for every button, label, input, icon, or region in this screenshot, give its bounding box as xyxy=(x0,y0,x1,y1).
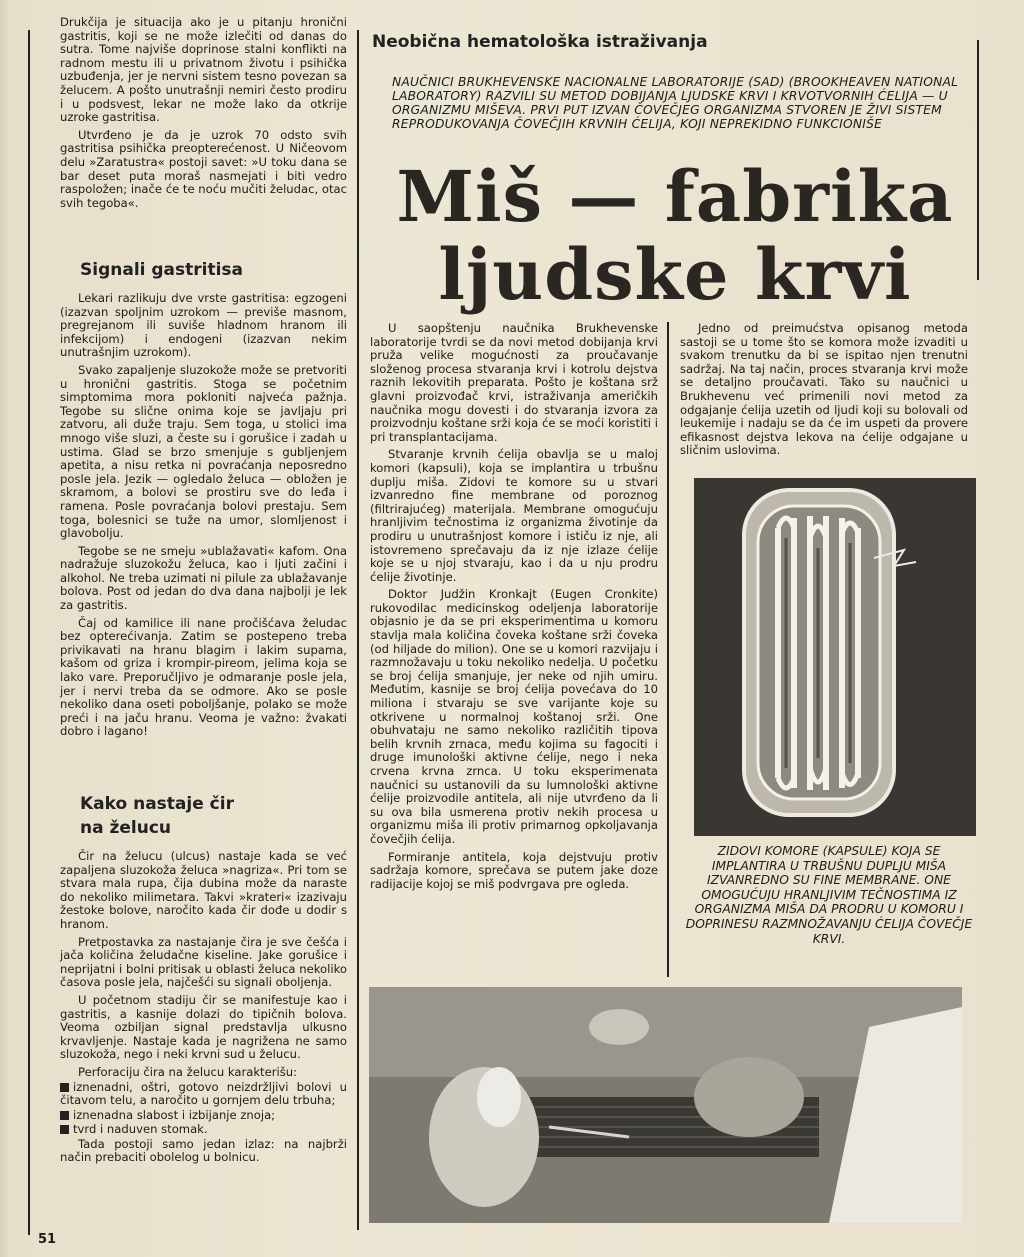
photo-caption: ZIDOVI KOMORE (KAPSULE) KOJA SE IMPLANTIRA U TRBUŠNU DUPLJU MIŠA IZVANREDNO SU FINE MEMBRANE. ONE OMOGUĆUJU HRANLJIVIM TEČNOSTIMA IZ ORGANIZMA MIŠA DA PRODRU U KOMORU I DOPRINESU RAZMNOŽAVANJU ĆELIJA ČOVEČJE KRVI. xyxy=(685,844,973,946)
article-paragraph: U saopštenju naučnika Brukhevenske laboratorije tvrdi se da novi metod dobijanja krvi pruža velike mogućnosti za proučavanje složenog procesa stvaranja krvi i kotrolu dejstva raznih lekovitih preparata. Pošto je koštana srž glavni proizvođač krvi, istraživanja američkih naučnika mogu dovesti i do stvaranja izvora za proizvodnju koštane srži koja će se moći koristiti i pri transplantacijama. xyxy=(370,321,658,444)
bullet-text: iznenadna slabost i izbijanje znoja; xyxy=(73,1107,276,1122)
left-section1-text xyxy=(60,292,347,739)
section2-paragraph: Perforaciju čira na želucu karakterišu: xyxy=(78,1064,298,1079)
left-section2-text xyxy=(60,850,347,1165)
section-title-line: Kako nastaje čir xyxy=(80,794,234,814)
article-middle-text xyxy=(370,322,658,891)
section-title-signali: Signali gastritisa xyxy=(80,260,244,280)
closing-paragraph: Tada postoji samo jedan izlaz: na najbrži način prebaciti obolelog u bolnicu. xyxy=(60,1136,347,1165)
intro-paragraph: Utvrđeno je da je uzrok 70 odsto svih gastritisa psihička preopterećenost. U Ničeovom delu »Zaratustra« postoji savet: »U toku dana se bar deset puta moraš nasmejati i biti vedro raspoložen; inače će te noću mučiti želudac, otac svih tegoba«. xyxy=(60,127,347,210)
article-kicker: Neobična hematološka istraživanja xyxy=(372,32,708,52)
headline-line: ljudske krvi xyxy=(438,233,912,316)
bullet-item xyxy=(60,1123,347,1137)
capsule-photo xyxy=(694,478,976,836)
page-number: 51 xyxy=(38,1232,57,1247)
left-margin-rule xyxy=(28,30,30,1235)
article-paragraph: Stvaranje krvnih ćelija obavlja se u maloj komori (kapsuli), koja se implantira u trbušnu duplju miša. Zidovi te komore su u stvari izvanredno fine membrane od poroznog (filtrirajućeg) materijala. Membrane omogućuju hranljivim tečnostima iz organizma životinje da prodiru u unutrašnjost komore i ističu iz nje, ali istovremeno sprečavaju da iz nje izlaze ćelije koje se u njoj stvaraju, kao i da u nju prodru ćelije životinje. xyxy=(370,447,658,584)
bullet-item xyxy=(60,1081,347,1108)
column-divider-rule xyxy=(357,30,359,1230)
article-middle-rule xyxy=(667,322,669,977)
article-paragraph: Jedno od preimućstva opisanog metoda sastoji se u tome što se komora može izvaditi u svakom trenutku da bi se ispitao njen trenutni sadržaj. Na taj način, proces stvaranja krvi može se detaljno proučavati. Tako su naučnici u Brukhevenu već primenili novi metod za odgajanje ćelija uzetih od ljudi koji su bolovali od leukemije i nadaju se da će im uspeti da provere efikasnost dejstva lekova na ćelije odgajane u sličnim uslovima. xyxy=(680,321,968,458)
section1-paragraph: Svako zapaljenje sluzokože može se pretvoriti u hronični gastritis. Stoga se početnim simptomima mora pokloniti najveća pažnja. Tegobe su slične onima koje se javljaju pri zatvoru, ali duže traju. Sem toga, u stolici ima mnogo više sluzi, a česte su i gorušice i zadah u ustima. Glad se brzo smenjuje s gubljenjem apetita, a nisu retka ni povraćanja neposredno posle jela. Jezik — ogledalo želuca — obložen je skramom, a bolovi se prostiru sve do leđa i ramena. Posle povraćanja bolovi prestaju. Sem toga, bolesnici se tuže na umor, slomljenost i glavobolju. xyxy=(60,362,347,541)
bullet-text: tvrd i naduven stomak. xyxy=(73,1122,208,1137)
mouse-experiment-photo xyxy=(369,987,962,1223)
article-headline xyxy=(370,155,980,316)
headline-line: Miš — fabrika xyxy=(396,155,954,238)
section2-paragraph: Čir na želucu (ulcus) nastaje kada se već zapaljena sluzokoža želuca »nagriza«. Pri tom se stvara mala rupa, čija dubina može da naraste do nekoliko milimetara. Takvi »krateri« izazivaju žestoke bolove, naročito kada čir dođe u dodir s hranom. xyxy=(60,849,347,931)
lab-photo xyxy=(369,987,962,1223)
bullet-item xyxy=(60,1109,347,1123)
capsule-membrane-illustration xyxy=(694,478,976,836)
section-title-cir xyxy=(80,792,234,840)
article-right-text xyxy=(680,322,968,458)
square-bullet-icon xyxy=(60,1111,69,1120)
square-bullet-icon xyxy=(60,1083,69,1092)
section2-paragraph: Pretpostavka za nastajanje čira je sve češća i jača količina želudačne kiseline. Jake gorušice i neprijatni i bolni pritisak u oblasti želuca nekoliko časova posle jela, najčešći su signali oboljenja. xyxy=(60,934,347,990)
square-bullet-icon xyxy=(60,1125,69,1134)
bullet-text: iznenadni, oštri, gotovo neizdržljivi bolovi u čitavom telu, a naročito u gornjem delu trbuha; xyxy=(60,1079,347,1108)
article-deck: NAUČNICI BRUKHEVENSKE NACIONALNE LABORATORIJE (SAD) (BROOKHEAVEN NATIONAL LABORATORY) RAZVILI SU METOD DOBIJANJA LJUDSKE KRVI I KRVOTVORNIH ĆELIJA — U ORGANIZMU MIŠEVA. PRVI PUT IZVAN ČOVEČJEG ORGANIZMA STVOREN JE ŽIVI SISTEM REPRODUKOVANJA ČOVEČJIH KRVNIH ĆELIJA, KOJI NEPREKIDNO FUNKCIONIŠE xyxy=(392,75,959,131)
section1-paragraph: Lekari razlikuju dve vrste gastritisa: egzogeni (izazvan spoljnim uzrokom — previše masnom, pregrejanom ili suviše hladnom hranom ili infekcijom) i endogeni (izazvan nekim unutrašnjim uzrokom). xyxy=(60,291,347,360)
section2-paragraph: U početnom stadiju čir se manifestuje kao i gastritis, a kasnije dolazi do tipičnih bolova. Veoma ozbiljan signal predstavlja ulkusno krvavljenje. Nastaje kada je nagrižena ne samo sluzokoža, nego i neki krvni sud u želucu. xyxy=(60,992,347,1062)
left-intro-text xyxy=(60,16,347,210)
article-paragraph: Formiranje antitela, koja dejstvuju protiv sadržaja komore, sprečava se putem jake doze radijacije kojoj se miš podvrgava pre ogleda. xyxy=(370,849,658,891)
section-title-line: na želucu xyxy=(80,818,172,838)
intro-paragraph: Drukčija je situacija ako je u pitanju hronični gastritis, koji se ne može izlečiti od danas do sutra. Tome najviše doprinose stalni konflikti na radnom mestu ili u privatnom životu i psihička uzbuđenja, jer je nervni sistem tesno povezan sa želucem. A pošto unutrašnji nemiri često prodiru i u podsvest, lekar ne može lako da otkrije uzroke gastritisa. xyxy=(60,15,347,125)
article-paragraph: Doktor Judžin Kronkajt (Eugen Cronkite) rukovodilac medicinskog odeljenja laboratorije objasnio je da se pri eksperimentima u komoru stavlja mala količina čoveka koštane srži čoveka (od hiljade do milion). One se u komori razvijaju i razmnožavaju u toku nekoliko nedelja. U početku se broj ćelija smanjuje, jer neke od njih umiru. Međutim, kasnije se broj ćelija povećava do 10 miliona i stvaraju se sve varijante koje su otkrivene u normalnoj koštanoj srži. One obuhvataju ne samo nekoliko različitih tipova belih krvnih zrnaca, među kojima su fagociti i druge imunološki aktivne ćelije, nego i neka crvena krvna zrnca. U toku eksperimenata naučnici su ustanovili da su lumnološki aktivne ćelije proizvodile antitela, ali nije utvrđeno da li su ova bila usmerena protiv nekih procesa u organizmu miša ili protiv primarnog opkoljavanja čovečjih ćelija. xyxy=(370,587,658,846)
section1-paragraph: Tegobe se ne smeju »ublažavati« kafom. Ona nadražuje sluzokožu želuca, kao i ljuti začini i alkohol. Ne treba uzimati ni pilule za ublažavanje bolova. Post od jedan do dva dana najbolji je lek za gastritis. xyxy=(60,543,347,613)
section1-paragraph: Čaj od kamilice ili nane pročišćava želudac bez opterećivanja. Zatim se postepeno treba privikavati na hranu blagim i lakim supama, kašom od griza i krompir-pireom, jelima koja se lako vare. Preporučljivo je odmaranje posle jela, jer i nervi treba da se odmore. Ako se posle nekoliko dana oseti poboljšanje, polako se može preći i na jaču hranu. Veoma je važno: žvakati dobro i lagano! xyxy=(60,615,347,739)
